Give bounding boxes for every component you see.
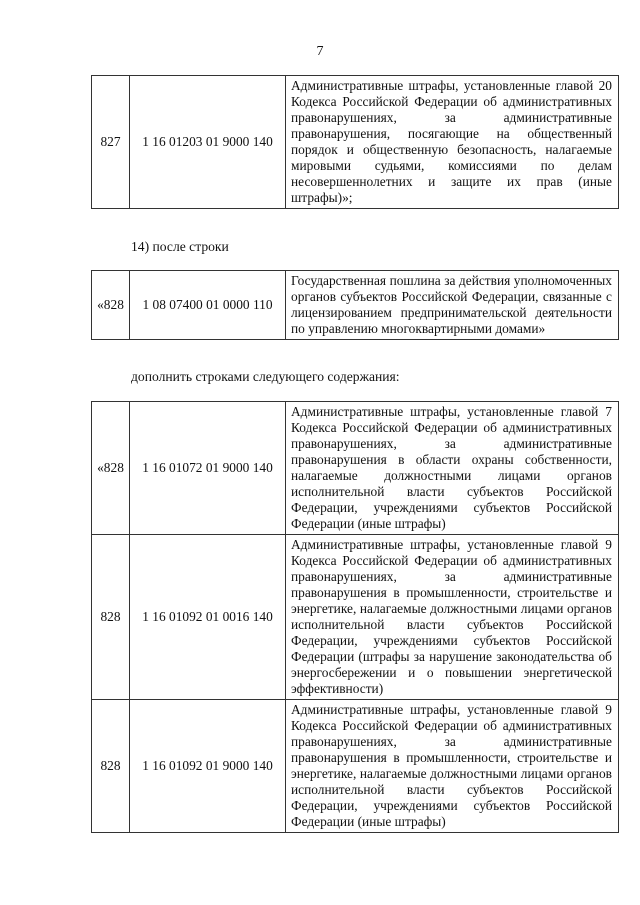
table-row xyxy=(92,271,619,340)
table-fines-827 xyxy=(91,75,619,209)
kbk-code-cell: 1 16 01092 01 0016 140 xyxy=(130,535,286,700)
kbk-code-cell: 1 16 01092 01 9000 140 xyxy=(130,700,286,833)
description-cell: Административные штрафы, установленные главой 9 Кодекса Российской Федерации об административных правонарушениях, за административные правонарушения в промышленности, строительстве и энергетике, налагаемые должностными лицами органов исполнительной власти субъектов Российской Федерации, учреждениями субъектов Российской Федерации (штрафы за нарушение законодательства об энергосбережении и о повышении энергетической эффективности) xyxy=(286,535,619,700)
page-number: 7 xyxy=(316,44,324,59)
paragraph-add-rows: дополнить строками следующего содержания: xyxy=(131,369,400,384)
admin-code-cell: 828 xyxy=(92,700,130,833)
table-row xyxy=(92,76,619,209)
table-new-rows-828 xyxy=(91,401,619,833)
description-cell: Административные штрафы, установленные главой 7 Кодекса Российской Федерации об административных правонарушениях, за административные правонарушения в области охраны собственности, налагаемые должностными лицами органов исполнительной власти субъектов Российской Федерации, учреждениями субъектов Российской Федерации (иные штрафы) xyxy=(286,402,619,535)
paragraph-item-14: 14) после строки xyxy=(131,239,229,254)
table-row xyxy=(92,402,619,535)
description-cell: Административные штрафы, установленные главой 9 Кодекса Российской Федерации об административных правонарушениях, за административные правонарушения в промышленности, строительстве и энергетике, налагаемые должностными лицами органов исполнительной власти субъектов Российской Федерации, учреждениями субъектов Российской Федерации (иные штрафы) xyxy=(286,700,619,833)
table-row xyxy=(92,700,619,833)
kbk-code-cell: 1 08 07400 01 0000 110 xyxy=(130,271,286,340)
admin-code-cell: 828 xyxy=(92,535,130,700)
admin-code-cell: 827 xyxy=(92,76,130,209)
description-cell: Административные штрафы, установленные главой 20 Кодекса Российской Федерации об административных правонарушениях, за административные правонарушения, посягающие на общественный порядок и общественную безопасность, налагаемые мировыми судьями, комиссиями по делам несовершеннолетних и защите их прав (иные штрафы)»; xyxy=(286,76,619,209)
description-cell: Государственная пошлина за действия уполномоченных органов субъектов Российской Федерации, связанные с лицензированием предпринимательской деятельности по управлению многоквартирными домами» xyxy=(286,271,619,340)
kbk-code-cell: 1 16 01072 01 9000 140 xyxy=(130,402,286,535)
kbk-code-cell: 1 16 01203 01 9000 140 xyxy=(130,76,286,209)
table-state-duty-828 xyxy=(91,270,619,340)
admin-code-cell: «828 xyxy=(92,402,130,535)
table-row xyxy=(92,535,619,700)
admin-code-cell: «828 xyxy=(92,271,130,340)
